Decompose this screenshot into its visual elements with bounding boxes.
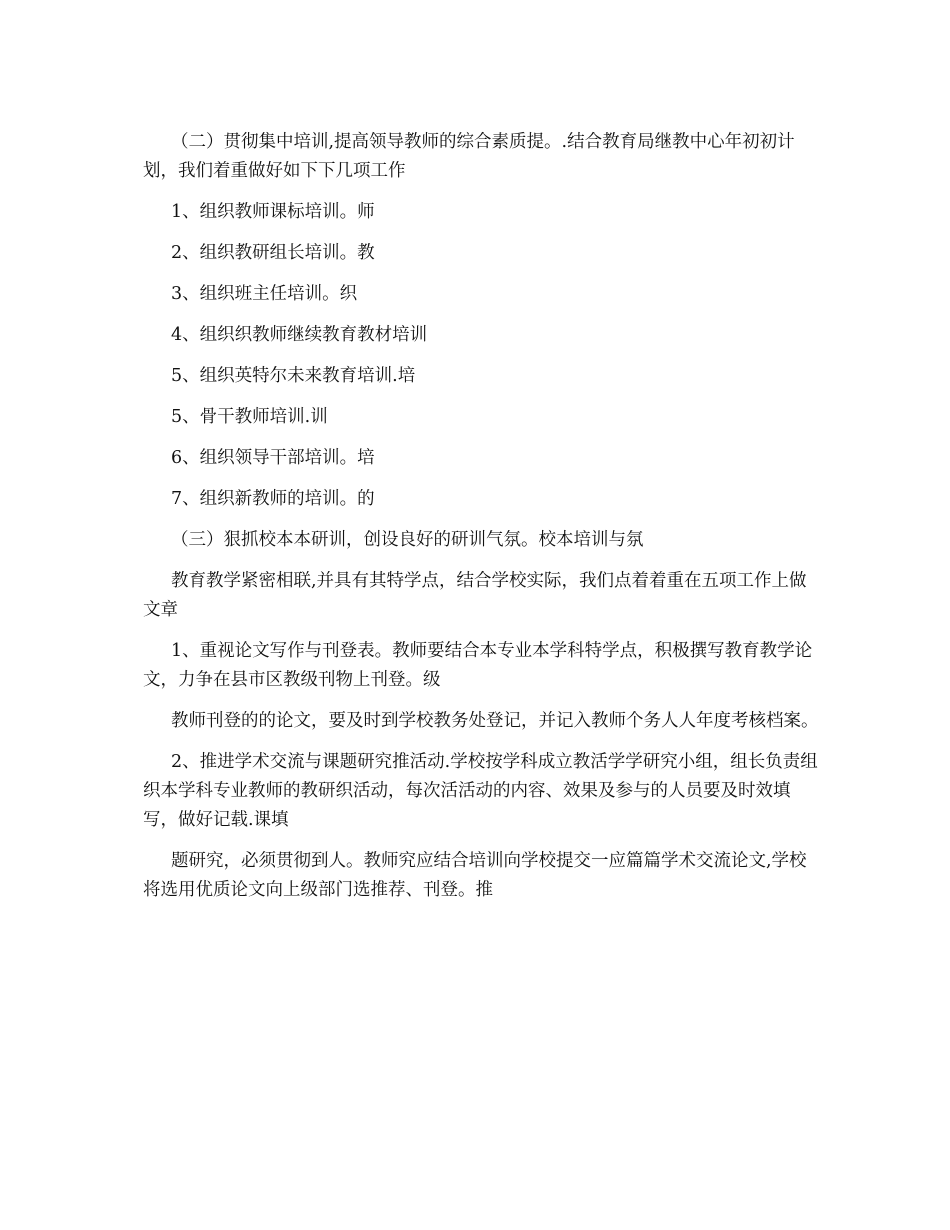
- paragraph-section-two-heading: （二）贯彻集中培训,提高领导教师的综合素质提。.结合教育局继教中心年初初计划，我们着重做好如下下几项工作: [143, 132, 795, 181]
- list-item: 5、组织英特尔未来教育培训.培: [171, 366, 416, 386]
- list-item: 6、组织领导干部培训。培: [171, 448, 375, 468]
- paragraph: 教师刊登的的论文，要及时到学校教务处登记，并记入教师个务人人年度考核档案。: [171, 711, 819, 731]
- list-item: 2、组织教研组长培训。教: [171, 243, 375, 263]
- document-body: [143, 128, 823, 917]
- paragraph-section-three-heading: （三）狠抓校本本研训，创设良好的研训气氛。校本培训与氛: [171, 530, 644, 550]
- paragraph: 教育教学紧密相联,并具有其特学点，结合学校实际，我们点着着重在五项工作上做文章: [143, 571, 807, 620]
- list-item: 3、组织班主任培训。织: [171, 284, 358, 304]
- paragraph: 题研究，必须贯彻到人。教师究应结合培训向学校提交一应篇篇学术交流论文,学校将选用优质论文向上级部门选推荐、刊登。推: [143, 851, 807, 900]
- list-item: 5、骨干教师培训.训: [171, 407, 328, 427]
- list-item: 1、组织教师课标培训。师: [171, 202, 375, 222]
- list-item: 7、组织新教师的培训。的: [171, 489, 375, 509]
- paragraph: 1、重视论文写作与刊登表。教师要结合本专业本学科特学点，积极撰写教育教学论文，力争在县市区教级刊物上刊登。级: [143, 641, 813, 690]
- paragraph: 2、推进学术交流与课题研究推活动.学校按学科成立教活学学研究小组，组长负责组织本学科专业教师的教研织活动，每次活活动的内容、效果及参与的人员要及时效填写，做好记载.课填: [143, 752, 818, 830]
- list-item: 4、组织织教师继续教育教材培训: [171, 325, 428, 345]
